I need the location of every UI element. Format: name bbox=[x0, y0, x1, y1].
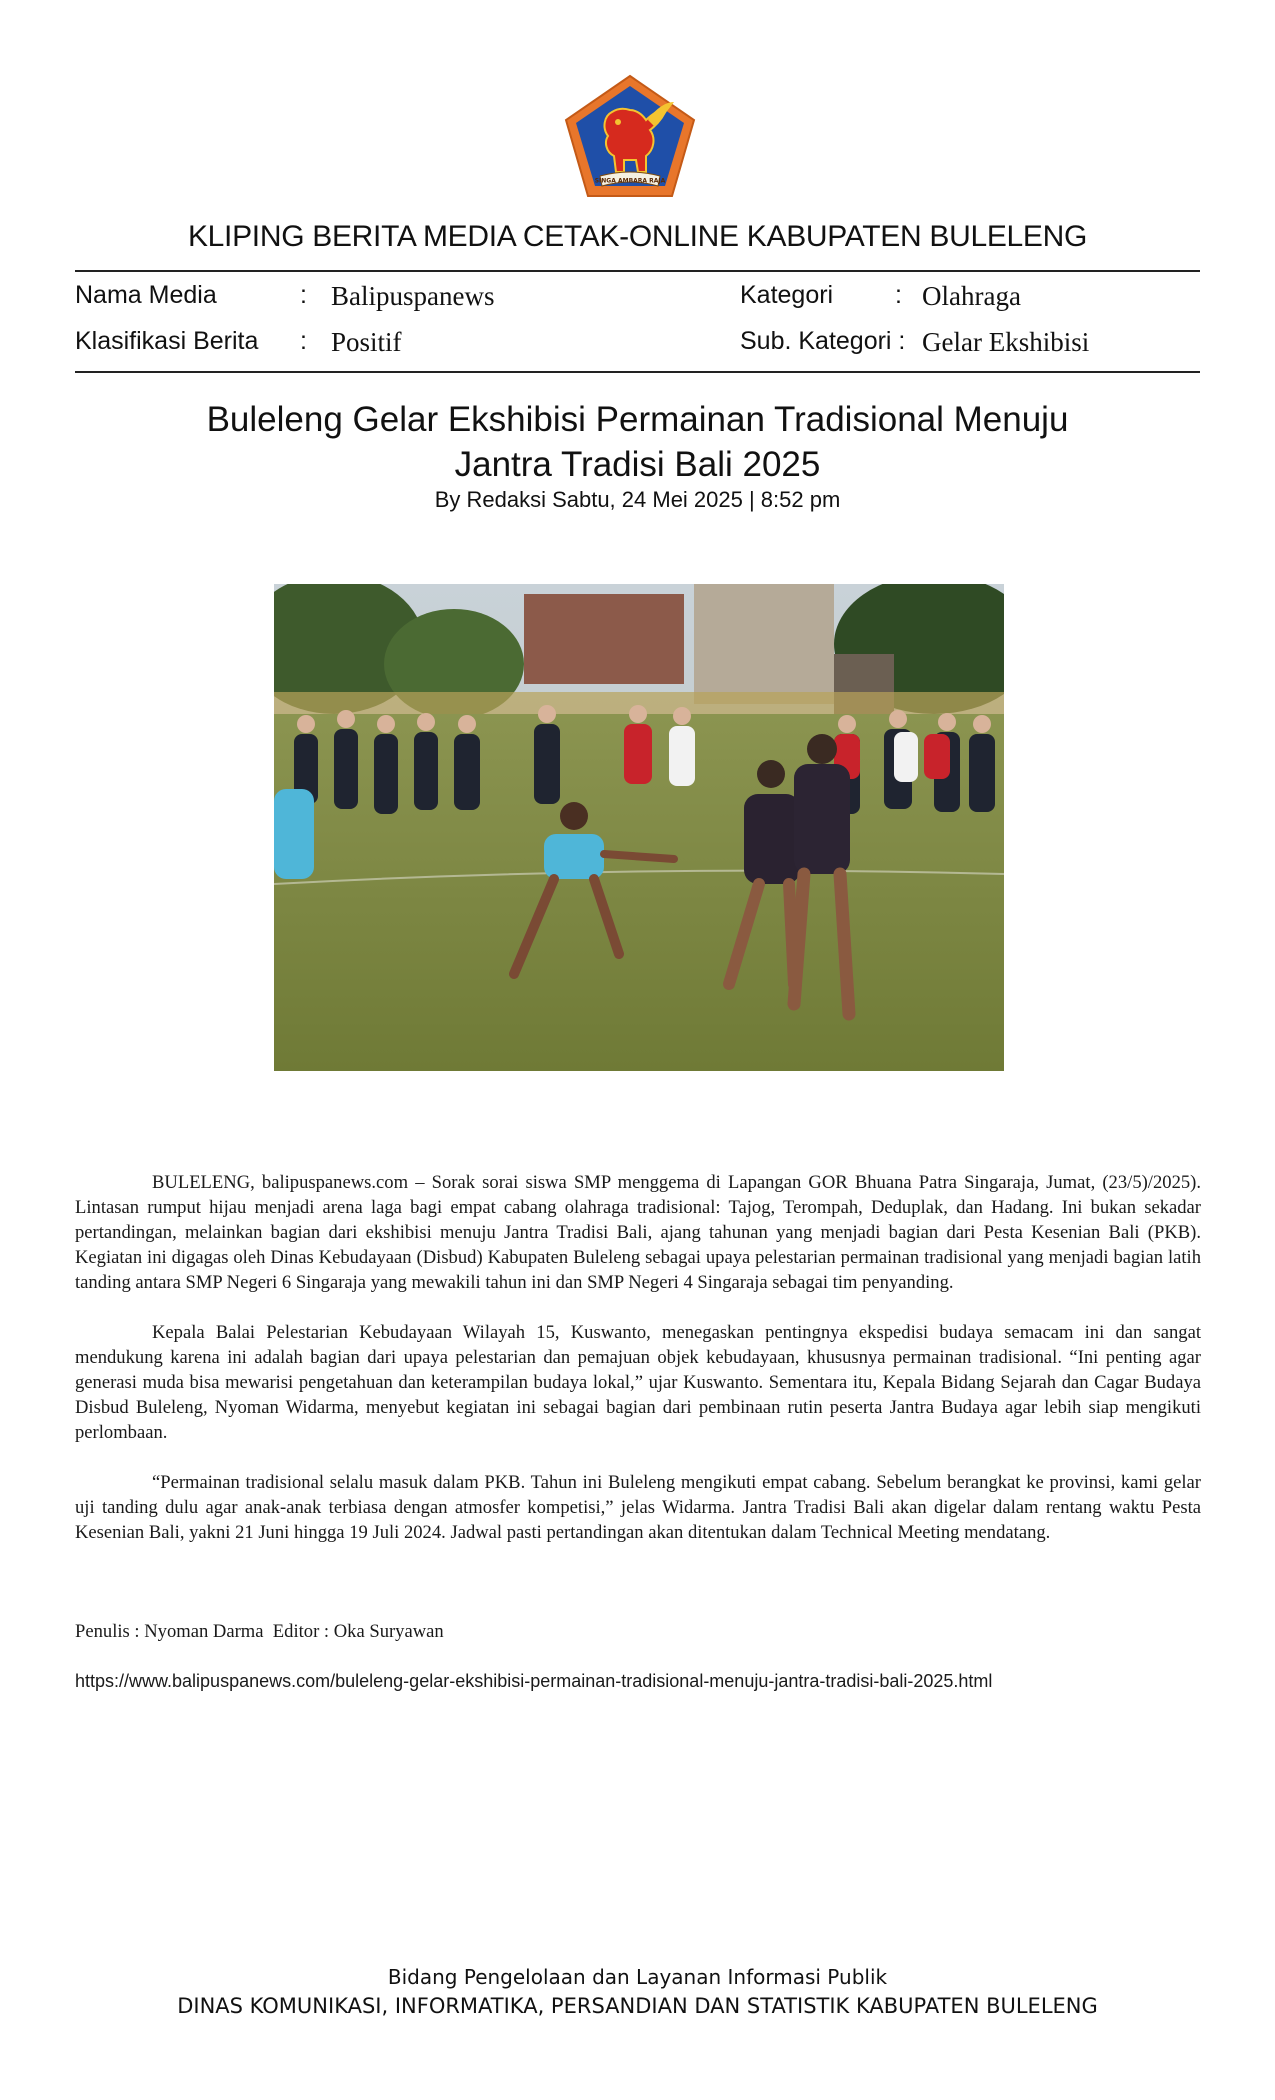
article-headline bbox=[75, 397, 1200, 487]
document-title: KLIPING BERITA MEDIA CETAK-ONLINE KABUPATEN BULELENG bbox=[187, 220, 1088, 253]
article-body bbox=[75, 1170, 1201, 1570]
classification-label: Klasifikasi Berita bbox=[75, 327, 259, 355]
media-name-colon: : bbox=[300, 281, 307, 309]
buleleng-regency-emblem-icon bbox=[560, 72, 700, 202]
article-paragraph-3: “Permainan tradisional selalu masuk dalam PKB. Tahun ini Buleleng mengikuti empat cabang. Sebelum berangkat ke provinsi, kami gelar uji tanding dulu agar anak-anak terbiasa dengan atmosfer kompetisi,” jelas Widarma. Jantra Tradisi Bali akan digelar dalam rentang waktu Pesta Kesenian Bali, yakni 21 Juni hingga 19 Juli 2024. Jadwal pasti pertandingan akan ditentukan dalam Technical Meeting mendatang. bbox=[75, 1472, 1201, 1543]
headline-line-2: Jantra Tradisi Bali 2025 bbox=[454, 445, 821, 484]
media-name-value: Balipuspanews bbox=[331, 281, 495, 311]
category-label: Kategori bbox=[740, 281, 834, 309]
article-credits: Penulis : Nyoman Darma Editor : Oka Suryawan bbox=[75, 1621, 444, 1642]
bottom-divider bbox=[75, 371, 1200, 373]
subcategory-value: Gelar Ekshibisi bbox=[922, 327, 1090, 357]
headline-line-1: Buleleng Gelar Ekshibisi Permainan Tradisional Menuju bbox=[206, 400, 1069, 439]
category-value: Olahraga bbox=[922, 281, 1021, 311]
article-photo bbox=[274, 584, 1004, 1071]
article-paragraph-1: BULELENG, balipuspanews.com – Sorak sorai siswa SMP menggema di Lapangan GOR Bhuana Patra Singaraja, Jumat, (23/5)/2025). Lintasan rumput hijau menjadi arena laga bagi empat cabang olahraga tradisional: Tajog, Terompah, Deduplak, dan Hadang. Ini bukan sekadar pertandingan, melainkan bagian dari ekshibisi menuju Jantra Tradisi Bali, ajang tahunan yang menjadi bagian dari Pesta Kesenian Bali (PKB). Kegiatan ini digagas oleh Dinas Kebudayaan (Disbud) Kabupaten Buleleng sebagai upaya pelestarian permainan tradisional yang menjadi bagian latih tanding antara SMP Negeri 6 Singaraja yang mewakili tahun ini dan SMP Negeri 4 Singaraja sebagai tim penyanding. bbox=[75, 1172, 1201, 1293]
article-paragraph-2: Kepala Balai Pelestarian Kebudayaan Wilayah 15, Kuswanto, menegaskan pentingnya ekspedisi budaya semacam ini dan sangat mendukung karena ini adalah bagian dari upaya pelestarian dan pemajuan objek kebudayaan, khususnya permainan tradisional. “Ini penting agar generasi muda bisa mewarisi pengetahuan dan keterampilan budaya lokal,” ujar Kuswanto. Sementara itu, Kepala Bidang Sejarah dan Cagar Budaya Disbud Buleleng, Nyoman Widarma, menyebut kegiatan ini sebagai bagian dari pembinaan rutin peserta Jantra Budaya agar lebih siap mengikuti perlombaan. bbox=[75, 1322, 1201, 1443]
category-colon: : bbox=[895, 281, 902, 309]
article-byline: By Redaksi Sabtu, 24 Mei 2025 | 8:52 pm bbox=[434, 487, 841, 512]
subcategory-label: Sub. Kategori : bbox=[740, 327, 906, 355]
classification-colon: : bbox=[300, 327, 307, 355]
footer-division: Bidang Pengelolaan dan Layanan Informasi Publik bbox=[387, 1965, 888, 1989]
top-divider bbox=[75, 270, 1200, 272]
media-name-label: Nama Media bbox=[75, 281, 217, 309]
footer-agency: DINAS KOMUNIKASI, INFORMATIKA, PERSANDIAN DAN STATISTIK KABUPATEN BULELENG bbox=[177, 1994, 1098, 2018]
article-source-link[interactable]: https://www.balipuspanews.com/buleleng-gelar-ekshibisi-permainan-tradisional-menuju-jantra-tradisi-bali-2025.html bbox=[75, 1671, 993, 1691]
classification-value: Positif bbox=[331, 327, 402, 357]
emblem-motto: SINGA AMBARA RAJA bbox=[594, 177, 666, 185]
